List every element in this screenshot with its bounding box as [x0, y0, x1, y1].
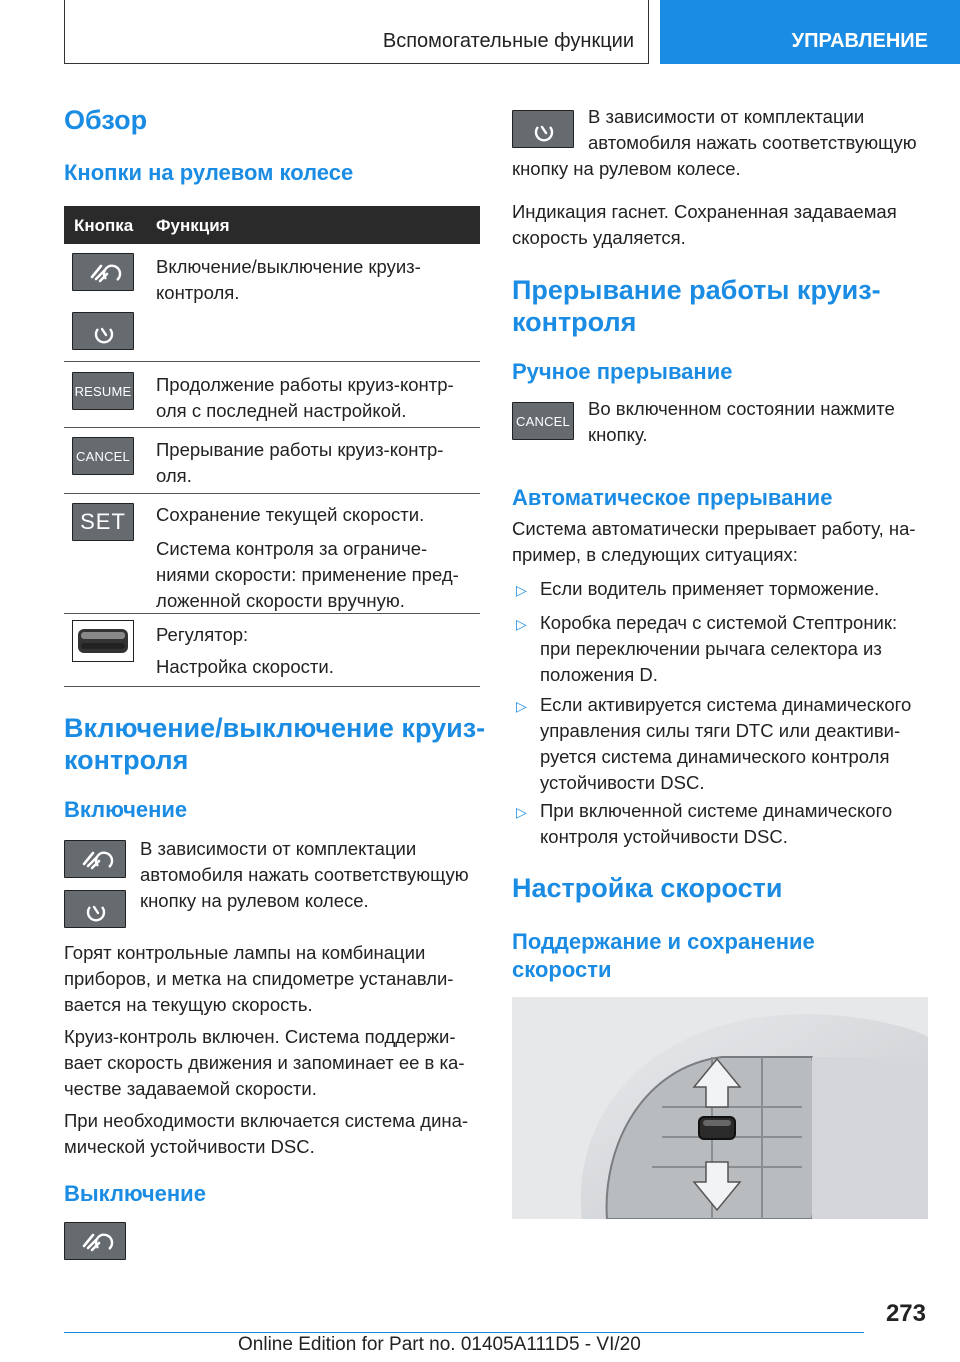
table-bottom-rule — [64, 686, 480, 687]
switch-off-text-top — [588, 104, 917, 156]
heading-interrupt-line-1: Прерывание работы круиз- — [512, 275, 881, 305]
list-item-line: устойчивости DSC. — [540, 772, 705, 793]
footer-rule — [64, 1332, 864, 1333]
bullet-triangle-icon: ▷ — [516, 804, 527, 820]
paragraph-line: Система автоматически прерывает работу, на- — [512, 518, 916, 539]
cruise-on-icon — [73, 254, 135, 292]
heading-speed-setting: Настройка скорости — [512, 873, 783, 903]
heading-wheel-buttons: Кнопки на рулевом колесе — [64, 160, 354, 185]
list-item-line: при переключении рычага селектора из — [540, 638, 882, 659]
paragraph-line: Горят контрольные лампы на комбинации — [64, 942, 426, 963]
paragraph-line: При необходимости включается система дина- — [64, 1110, 469, 1131]
paragraph-line: вает скорость движения и запоминает ее в ка- — [64, 1052, 465, 1073]
switch-off-text-bottom: кнопку на рулевом колесе. — [512, 158, 741, 179]
cruise-toggle-button — [72, 312, 134, 350]
heading-auto-interrupt: Автоматическое прерывание — [512, 485, 833, 510]
rocker-switch-button — [72, 620, 134, 662]
cruise-on-icon — [65, 1223, 127, 1261]
switch-on-text — [140, 836, 469, 914]
heading-switch-on: Включение — [64, 797, 188, 822]
heading-switch-off: Выключение — [64, 1181, 206, 1206]
switch-on-button-2 — [64, 890, 126, 928]
cruise-on-button — [72, 253, 134, 291]
heading-overview: Обзор — [64, 105, 148, 135]
header-section-title: Вспомогательные функции — [382, 30, 634, 52]
paragraph-line: кнопку. — [588, 424, 648, 445]
bullet-item-2 — [540, 610, 897, 688]
paragraph-line: приборов, и метка на спидометре устанавли- — [64, 968, 454, 989]
bullet-item-1 — [540, 576, 879, 602]
header-section-box — [64, 0, 649, 64]
row-set-line-1: Сохранение текущей скорости. — [156, 504, 425, 525]
paragraph-line: скорость удаляется. — [512, 227, 686, 248]
paragraph-line: пример, в следующих ситуациях: — [512, 544, 798, 565]
list-item-line: контроля устойчивости DSC. — [540, 826, 788, 847]
header-chapter-title: УПРАВЛЕНИЕ — [791, 30, 928, 52]
auto-interrupt-intro — [512, 516, 916, 568]
switch-on-line-2: автомобиля нажать соответствующую — [140, 864, 469, 885]
list-item-line: При включенной системе динамического — [540, 800, 893, 821]
row-set-line-3: ниями скорости: применение пред- — [156, 564, 459, 585]
bullet-item-4 — [540, 798, 892, 850]
cruise-toggle-icon — [513, 111, 575, 149]
heading-interrupt-line-2: контроля — [512, 307, 637, 337]
row-cancel-line-1: Прерывание работы круиз-контр- — [156, 439, 444, 460]
row-resume-line-2: оля с последней настройкой. — [156, 400, 407, 421]
switch-off-paragraph — [512, 199, 897, 251]
set-button — [72, 503, 134, 541]
cancel-button — [72, 437, 134, 475]
row-rocker-line-1: Регулятор: — [156, 624, 249, 645]
switch-on-line-3: кнопку на рулевом колесе. — [140, 890, 369, 911]
row-onoff-text — [156, 254, 421, 306]
table-divider — [64, 361, 480, 362]
steering-wheel-illustration — [512, 997, 928, 1219]
list-item-line: положения D. — [540, 664, 658, 685]
row-resume-text — [156, 372, 454, 424]
rocker-switch-icon — [73, 621, 133, 661]
list-item-line: Если активируется система динамического — [540, 694, 912, 715]
row-set-text — [156, 502, 459, 614]
manual-interrupt-text — [588, 396, 895, 448]
row-cancel-line-2: оля. — [156, 465, 192, 486]
paragraph-line: Индикация гаснет. Сохраненная задаваемая — [512, 201, 897, 222]
header-chapter-tab[interactable] — [660, 0, 960, 64]
list-item-line: управления силы тяги DTC или деактиви- — [540, 720, 901, 741]
heading-keep-speed-line-1: Поддержание и сохранение — [512, 929, 815, 954]
heading-cruise-onoff-line-2: контроля — [64, 745, 189, 775]
bullet-triangle-icon: ▷ — [516, 616, 527, 632]
cruise-on-icon — [65, 841, 127, 879]
switch-on-paragraph-2 — [64, 1024, 464, 1102]
table-header-button: Кнопка — [74, 216, 134, 235]
heading-cruise-onoff — [64, 712, 485, 776]
row-resume-line-1: Продолжение работы круиз-контр- — [156, 374, 454, 395]
switch-on-button-1 — [64, 840, 126, 878]
table-header-function: Функция — [156, 216, 230, 235]
resume-button-label: RESUME — [74, 383, 132, 399]
steering-wheel-rocker-image — [512, 997, 928, 1219]
row-set-line-4: ложенной скорости вручную. — [156, 590, 405, 611]
row-rocker-line-2: Настройка скорости. — [156, 656, 334, 677]
table-divider — [64, 427, 480, 428]
paragraph-line: честве задаваемой скорости. — [64, 1078, 317, 1099]
table-divider — [64, 613, 480, 614]
paragraph-line: мической устойчивости DSC. — [64, 1136, 315, 1157]
heading-manual-interrupt: Ручное прерывание — [512, 359, 733, 384]
footer-edition: Online Edition for Part no. 01405A111D5 - VI/20 — [238, 1334, 641, 1355]
switch-off-toggle-button — [512, 110, 574, 148]
row-rocker-text — [156, 622, 334, 680]
page-number: 273 — [885, 1300, 926, 1327]
paragraph-line: вается на текущую скорость. — [64, 994, 313, 1015]
heading-keep-speed — [512, 928, 815, 984]
paragraph-line: Круиз-контроль включен. Система поддержи- — [64, 1026, 456, 1047]
paragraph-line: Во включенном состоянии нажмите — [588, 398, 895, 419]
switch-on-paragraph-1 — [64, 940, 453, 1018]
row-onoff-line-1: Включение/выключение круиз- — [156, 256, 421, 277]
heading-cruise-onoff-line-1: Включение/выключение круиз- — [64, 713, 486, 743]
table-header — [64, 206, 480, 244]
bullet-triangle-icon: ▷ — [516, 582, 527, 598]
switch-on-paragraph-3 — [64, 1108, 468, 1160]
paragraph-line: автомобиля нажать соответствующую — [588, 132, 917, 153]
bullet-triangle-icon: ▷ — [516, 698, 527, 714]
heading-interrupt — [512, 274, 881, 338]
paragraph-line: В зависимости от комплектации — [588, 106, 865, 127]
cruise-toggle-icon — [65, 891, 127, 929]
resume-button — [72, 372, 134, 410]
row-cancel-text — [156, 437, 443, 489]
list-item-line: Коробка передач с системой Стептроник: — [540, 612, 898, 633]
list-item-line: Если водитель применяет торможение. — [540, 578, 880, 599]
row-onoff-line-2: контроля. — [156, 282, 240, 303]
table-divider — [64, 493, 480, 494]
bullet-item-3 — [540, 692, 911, 796]
cruise-toggle-icon — [73, 313, 135, 351]
list-item-line: руется система динамического контроля — [540, 746, 890, 767]
manual-cancel-button — [512, 402, 574, 440]
row-set-line-2: Система контроля за ограниче- — [156, 538, 428, 559]
cancel-button-label: CANCEL — [76, 448, 130, 464]
switch-on-line-1: В зависимости от комплектации — [140, 838, 417, 859]
set-button-label: SET — [80, 509, 126, 534]
manual-cancel-label: CANCEL — [516, 413, 570, 429]
switch-off-button — [64, 1222, 126, 1260]
heading-keep-speed-line-2: скорости — [512, 957, 612, 982]
